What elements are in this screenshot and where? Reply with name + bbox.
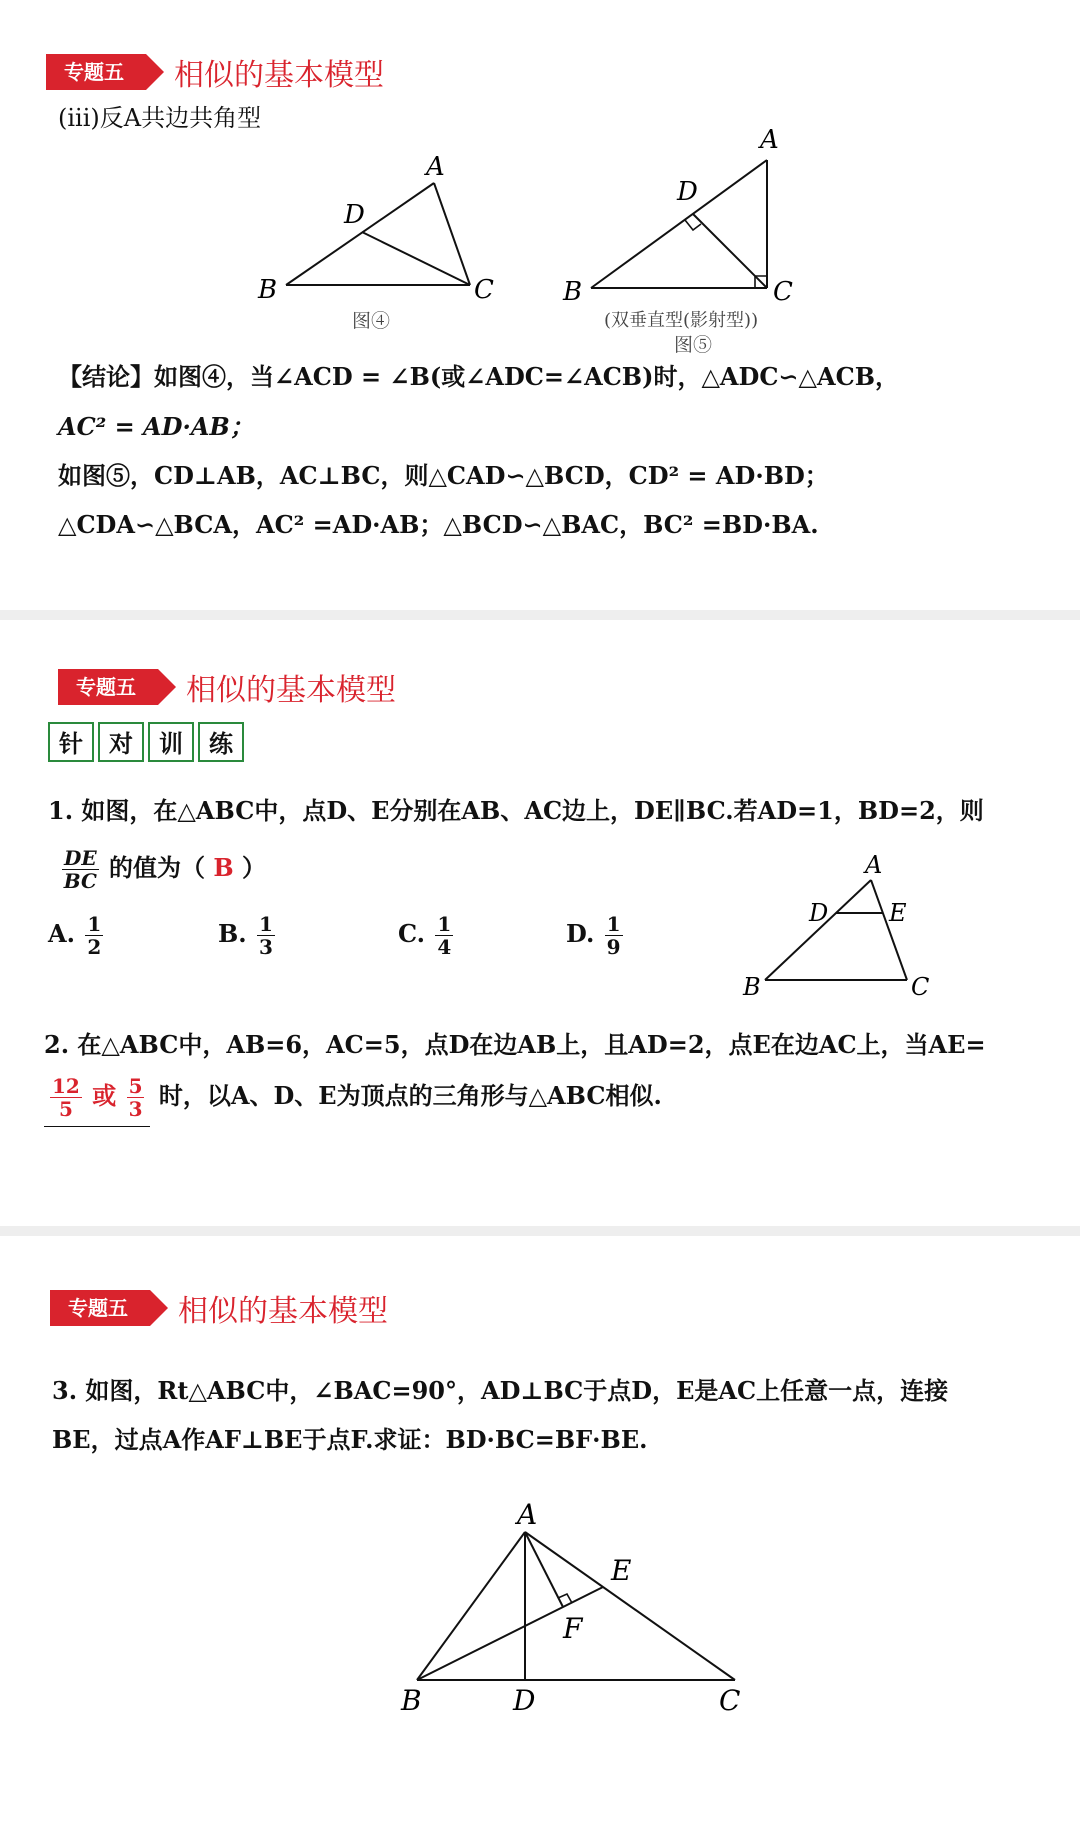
answer-2-den: 3 xyxy=(128,1097,143,1121)
fig5-label-a: A xyxy=(760,125,779,155)
fig5-label-d: D xyxy=(677,177,698,207)
option-a-den: 2 xyxy=(87,935,102,959)
option-b-label: B. xyxy=(218,919,247,948)
q3-label-d: D xyxy=(513,1684,536,1717)
figure-4 xyxy=(250,145,510,305)
conclusion-line-4: △CDA∽△BCA，AC² =AD·AB；△BCD∽△BAC，BC² =BD·BA. xyxy=(58,510,819,539)
q1-label-b: B xyxy=(743,973,761,1000)
fig4-caption: 图④ xyxy=(352,310,391,332)
topic-title: 相似的基本模型 xyxy=(174,58,384,93)
answer-fraction-1 xyxy=(50,1075,82,1120)
conclusion-line-3: 如图⑤，CD⊥AB，AC⊥BC，则△CAD∽△BCD，CD² = AD·BD； xyxy=(58,461,829,490)
fig4-label-a: A xyxy=(426,152,445,182)
q1-label-d: D xyxy=(809,899,829,927)
section-proof xyxy=(0,1236,1080,1836)
question-3-figure xyxy=(395,1498,755,1728)
conclusion-label: 【结论】 xyxy=(58,362,154,391)
topic-tag-3: 专题五 xyxy=(50,1290,150,1326)
conclusion-line-1 xyxy=(58,362,899,392)
option-d-label: D. xyxy=(566,919,595,948)
fig5-note: (双垂直型(影射型)) xyxy=(604,310,759,331)
question-1-figure xyxy=(735,855,935,1000)
q1-label-e: E xyxy=(889,899,907,927)
answer-1-num: 12 xyxy=(52,1074,80,1098)
question-1-tail xyxy=(60,846,266,892)
ratio-fraction xyxy=(62,847,99,892)
fig5-caption: 图⑤ xyxy=(674,334,713,356)
question-1-answer: B xyxy=(213,853,234,882)
model-heading: (iii)反A共边共角型 xyxy=(58,104,262,132)
section-practice xyxy=(0,620,1080,1220)
topic-title-2: 相似的基本模型 xyxy=(186,673,396,708)
option-b xyxy=(218,910,277,958)
conclusion-line-2: AC² = AD·AB； xyxy=(58,412,254,441)
q1-label-c: C xyxy=(911,973,930,1000)
section-divider-2 xyxy=(0,1226,1080,1236)
fig5-label-c: C xyxy=(773,277,793,305)
figure-5 xyxy=(555,120,805,305)
topic-badge xyxy=(46,50,384,94)
option-c-fraction xyxy=(435,913,453,958)
q3-label-c: C xyxy=(719,1684,741,1717)
training-char-3: 训 xyxy=(148,722,194,762)
question-1-text: 1. 如图，在△ABC中，点D、E分别在AB、AC边上，DE∥BC.若AD=1，BD=2，则 xyxy=(48,796,984,825)
option-a-fraction xyxy=(85,913,103,958)
option-d xyxy=(566,910,625,958)
answer-blank xyxy=(44,1066,150,1127)
q3-label-a: A xyxy=(517,1498,538,1531)
ratio-numerator: DE xyxy=(64,846,97,870)
answer-1-den: 5 xyxy=(58,1097,73,1121)
fig4-label-c: C xyxy=(474,275,494,305)
q3-label-f: F xyxy=(563,1612,583,1645)
option-c-num: 1 xyxy=(437,912,452,936)
section-model-recap xyxy=(0,0,1080,610)
topic-tag-2: 专题五 xyxy=(58,669,158,705)
option-c-label: C. xyxy=(398,919,426,948)
conclusion-text-1: 如图④，当∠ACD = ∠B(或∠ADC=∠ACB)时，△ADC∽△ACB， xyxy=(154,362,900,391)
option-d-fraction xyxy=(605,913,623,958)
training-label xyxy=(48,722,244,762)
option-d-num: 1 xyxy=(606,912,621,936)
question-3-line-1: 3. 如图，Rt△ABC中，∠BAC=90°，AD⊥BC于点D，E是AC上任意一点，连接 xyxy=(52,1376,949,1405)
option-b-fraction xyxy=(257,913,275,958)
question-2-text: 2. 在△ABC中，AB=6，AC=5，点D在边AB上，且AD=2，点E在边AC上，当AE= xyxy=(44,1030,986,1059)
option-a-label: A. xyxy=(48,919,75,948)
option-c-den: 4 xyxy=(437,935,452,959)
question-3-line-2: BE，过点A作AF⊥BE于点F.求证：BD·BC=BF·BE. xyxy=(52,1425,648,1454)
q1-label-a: A xyxy=(865,855,883,879)
q3-label-e: E xyxy=(611,1554,632,1587)
topic-badge-3 xyxy=(50,1286,388,1330)
fig4-label-d: D xyxy=(344,200,365,230)
question-2-tail: 时，以A、D、E为顶点的三角形与△ABC相似. xyxy=(158,1081,662,1110)
topic-badge-2 xyxy=(58,665,396,709)
training-char-2: 对 xyxy=(98,722,144,762)
answer-2-num: 5 xyxy=(128,1074,143,1098)
option-d-den: 9 xyxy=(606,935,621,959)
fig4-label-b: B xyxy=(258,275,278,305)
question-1-ask: 的值为（ xyxy=(108,853,205,882)
answer-or: 或 xyxy=(92,1081,117,1110)
topic-title-3: 相似的基本模型 xyxy=(178,1294,388,1329)
training-char-4: 练 xyxy=(198,722,244,762)
option-b-num: 1 xyxy=(259,912,273,936)
section-divider-1 xyxy=(0,610,1080,620)
option-c xyxy=(398,910,455,958)
answer-fraction-2 xyxy=(127,1075,145,1120)
option-b-den: 3 xyxy=(259,935,273,959)
q3-label-b: B xyxy=(401,1684,422,1717)
fig5-label-b: B xyxy=(563,277,583,305)
topic-tag: 专题五 xyxy=(46,54,146,90)
question-1-close: ） xyxy=(241,853,266,882)
option-a-num: 1 xyxy=(87,912,102,936)
option-a xyxy=(48,910,105,958)
ratio-denominator: BC xyxy=(63,869,97,893)
question-2-answer-line xyxy=(44,1066,662,1127)
training-char-1: 针 xyxy=(48,722,94,762)
